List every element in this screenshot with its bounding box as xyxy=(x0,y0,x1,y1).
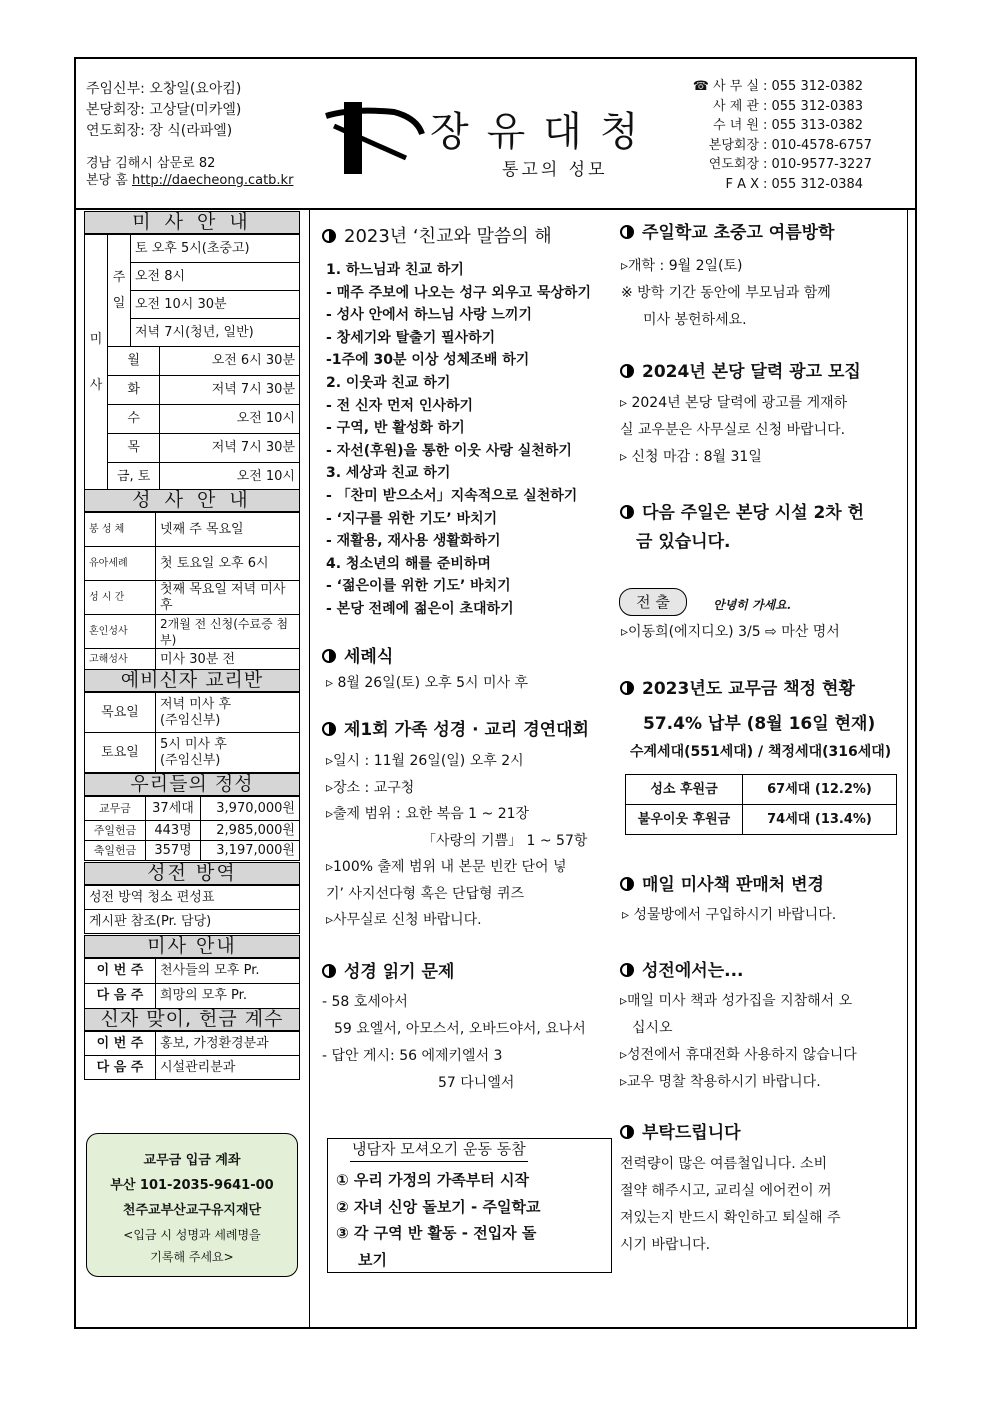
year-item: - 재활용, 재사용 생활화하기 xyxy=(326,533,501,550)
support-table xyxy=(625,774,897,835)
tithe-count: 수계세대(551세대) / 책정세대(316세대) xyxy=(630,744,892,760)
bulletin-subtitle: 통고의 성모 xyxy=(502,160,608,180)
contact-president: 본당회장 : 010-4578-6757 xyxy=(708,137,872,153)
campaign-item: ① 우리 가정의 가족부터 시작 xyxy=(336,1171,529,1189)
contact-office: ☎ 사 무 실 : 055 312-0382 xyxy=(692,79,864,94)
bible-line: - 답안 게시: 56 에제키엘서 3 xyxy=(322,1048,503,1064)
support-value: 67세대 (12.2%) xyxy=(743,775,897,805)
header-address xyxy=(86,155,293,189)
mass-schedule-table: 미 사 주 일 토 오후 5시(초중고) 오전 8시 오전 10시 30분 저녁 7시(청년, 일반) 월 오전 6시 30분 화 저녁 7시 30분 수 오전 10시 목 저녁 7시 30분 금, 토 오전 10시 xyxy=(84,234,300,492)
sacrament-table xyxy=(84,512,300,671)
year-item: 1. 하느님과 친교 하기 xyxy=(326,262,464,278)
campaign-item: 보기 xyxy=(358,1250,387,1269)
mass-duty-group: 희망의 모후 Pr. xyxy=(156,984,300,1009)
sacrament-value: 넷째 주 목요일 xyxy=(156,513,300,547)
weekday-thu: 목 xyxy=(108,434,160,463)
church-line: 십시오 xyxy=(632,1020,673,1036)
summer-line: ▹개학 : 9월 2일(토) xyxy=(621,258,743,274)
sacrament-key: 혼인성사 xyxy=(85,615,156,649)
greeting-group: 홍보, 가정환경분과 xyxy=(156,1032,300,1056)
account-holder: 천주교부산교구유지재단 xyxy=(122,1203,262,1218)
request-line: 절약 해주시고, 교리실 에어컨이 꺼 xyxy=(620,1183,832,1199)
half-circle-icon xyxy=(620,681,634,695)
year-item: 4. 청소년의 해를 준비하며 xyxy=(326,555,491,572)
column-divider-right xyxy=(907,208,908,1329)
half-circle-icon xyxy=(322,649,336,663)
church-lines xyxy=(620,988,905,1096)
cross-logo-icon xyxy=(322,96,432,178)
offering-key: 축일헌금 xyxy=(85,841,146,861)
year-item: - 구역, 반 활성화 하기 xyxy=(326,420,465,437)
request-line: 져있는지 반드시 확인하고 퇴실해 주 xyxy=(620,1210,841,1226)
baptism-title: 세례식 xyxy=(322,645,393,669)
summer-lines xyxy=(621,253,831,334)
half-circle-icon xyxy=(620,877,634,891)
baptism-text: ▹ 8월 26일(토) 오후 5시 미사 후 xyxy=(326,675,528,691)
column-divider-left xyxy=(309,208,310,1329)
request-line: 시기 바랍니다. xyxy=(620,1237,711,1253)
cleaning-line: 게시판 참조(Pr. 담당) xyxy=(85,910,300,934)
contest-line: ▹사무실로 신청 바랍니다. xyxy=(326,912,482,928)
account-box xyxy=(86,1133,298,1277)
parish-president-line: 본당회장: 고상달(미카엘) xyxy=(86,102,242,118)
pastor-line: 주임신부: 오창일(요아킴) xyxy=(86,81,242,97)
account-note: 기록해 주세요> xyxy=(150,1250,234,1264)
sacrament-value: 미사 30분 전 xyxy=(156,649,300,671)
farewell-script: 안녕히 가세요. xyxy=(713,598,791,612)
offering-heading: 우리들의 정성 xyxy=(84,773,300,796)
year-item: - 자선(후원)을 통한 이웃 사랑 실천하기 xyxy=(326,442,572,459)
half-circle-icon xyxy=(322,722,336,736)
sunday-label: 주 일 xyxy=(108,235,131,347)
calendar-line: ▹ 신청 마감 : 8월 31일 xyxy=(620,449,762,465)
bible-line: 59 요엘서, 아모스서, 오바드야서, 요나서 xyxy=(334,1021,586,1037)
sunday-mass-4: 저녁 7시(청년, 일반) xyxy=(131,319,300,347)
church-line: ▹성전에서 휴대전화 사용하지 않습니다 xyxy=(620,1047,857,1063)
cleaning-heading: 성전 방역 xyxy=(84,862,300,885)
home-label: 본당 홈 xyxy=(86,173,128,188)
sunday-mass-1: 토 오후 5시(초중고) xyxy=(131,235,300,263)
sacrament-key: 유아세례 xyxy=(85,547,156,581)
sacrament-value: 2개월 전 신청(수료증 첨부) xyxy=(156,615,300,649)
half-circle-icon xyxy=(322,964,336,978)
offering-table xyxy=(84,796,300,861)
support-key: 불우이웃 후원금 xyxy=(626,805,743,835)
offering-amount: 3,970,000원 xyxy=(201,797,300,821)
contest-line: ▹일시 : 11월 26일(일) 오후 2시 xyxy=(326,753,524,769)
cleaning-table xyxy=(84,885,300,934)
mass-duty-group: 천사들의 모후 Pr. xyxy=(156,959,300,984)
tithe-title: 2023년도 교무금 책정 현황 xyxy=(620,677,855,701)
campaign-item: ③ 각 구역 반 활동 - 전입자 돌 xyxy=(336,1224,537,1242)
missal-line: ▹ 성물방에서 구입하시기 바랍니다. xyxy=(622,907,837,923)
summer-title: 주일학교 초중고 여름방학 xyxy=(620,221,834,245)
half-circle-icon xyxy=(620,1125,634,1139)
catechumen-day: 목요일 xyxy=(85,693,156,733)
contest-line: ▹장소 : 교구청 xyxy=(326,779,415,796)
church-line: ▹교우 명찰 착용하시기 바랍니다. xyxy=(620,1074,821,1090)
half-circle-icon xyxy=(620,505,634,519)
contact-fax: F A X : 055 312-0384 xyxy=(725,176,864,192)
catechumen-table xyxy=(84,692,300,773)
catechumen-time: 저녁 미사 후 (주임신부) xyxy=(156,693,300,733)
catechumen-heading: 예비신자 교리반 xyxy=(84,669,300,692)
contest-lines xyxy=(326,748,616,934)
sacrament-value: 첫 토요일 오후 6시 xyxy=(156,547,300,581)
tithe-rate: 57.4% 납부 (8월 16일 현재) xyxy=(643,714,876,734)
calendar-line: ▹ 2024년 본당 달력에 광고를 게재하 xyxy=(620,395,848,411)
year-item: 3. 세상과 친교 하기 xyxy=(326,465,451,482)
year-item: - 매주 주보에 나오는 성구 외우고 묵상하기 xyxy=(326,284,591,301)
campaign-items xyxy=(336,1167,606,1273)
greeting-week: 다 음 주 xyxy=(85,1056,156,1080)
yeondo-president-line: 연도회장: 장 식(라파엘) xyxy=(86,123,233,139)
greeting-group: 시설관리분과 xyxy=(156,1056,300,1080)
transfer-badge: 전 출 xyxy=(619,588,687,616)
address-text: 경남 김해시 삼문로 82 xyxy=(86,156,216,171)
sunday-mass-3: 오전 10시 30분 xyxy=(131,291,300,319)
weekday-frisat: 금, 토 xyxy=(108,463,160,492)
support-value: 74세대 (13.4%) xyxy=(743,805,897,835)
bible-lines xyxy=(322,989,586,1097)
header-divider xyxy=(74,208,917,210)
church-line: ▹매일 미사 책과 성가집을 지참해서 오 xyxy=(620,993,853,1009)
mass-duty-week: 이 번 주 xyxy=(85,959,156,984)
sacrament-key: 봉 성 체 xyxy=(85,513,156,547)
weekday-tue: 화 xyxy=(108,376,160,405)
header-officers xyxy=(86,79,241,142)
mass-duty-heading: 미사 안내 xyxy=(84,935,300,958)
year-item: - 「찬미 받으소서」지속적으로 실천하기 xyxy=(326,487,578,504)
year-item: 2. 이웃과 친교 하기 xyxy=(326,374,451,391)
offering-count: 443명 xyxy=(146,821,201,841)
calendar-lines xyxy=(620,390,847,471)
half-circle-icon xyxy=(322,229,336,243)
offering-amount: 2,985,000원 xyxy=(201,821,300,841)
sunday-mass-2: 오전 8시 xyxy=(131,263,300,291)
account-note: <입금 시 성명과 세례명을 xyxy=(123,1228,261,1242)
year-item: - 창세기와 탈출기 필사하기 xyxy=(326,329,496,346)
greeting-week: 이 번 주 xyxy=(85,1032,156,1056)
contact-convent: 수 녀 원 : 055 313-0382 xyxy=(713,118,864,133)
offering-amount: 3,197,000원 xyxy=(201,841,300,861)
sacrament-heading: 성 사 안 내 xyxy=(84,489,300,512)
year-item: - ‘젊은이를 위한 기도’ 바치기 xyxy=(326,578,511,595)
account-title: 교무금 입금 계좌 xyxy=(143,1153,241,1168)
bible-line: - 58 호세아서 xyxy=(322,994,408,1010)
half-circle-icon xyxy=(620,364,634,378)
campaign-item: ② 자녀 신앙 돌보기 - 주일학교 xyxy=(336,1197,541,1216)
campaign-box xyxy=(327,1138,612,1273)
missal-title: 매일 미사책 판매처 변경 xyxy=(620,873,824,897)
catechumen-day: 토요일 xyxy=(85,733,156,773)
church-title: 성전에서는... xyxy=(620,959,743,983)
bible-line: 57 다니엘서 xyxy=(438,1075,515,1091)
half-circle-icon xyxy=(620,963,634,977)
home-link[interactable]: http://daecheong.catb.kr xyxy=(131,173,294,188)
summer-line: 미사 봉헌하세요. xyxy=(643,312,747,328)
sacrament-value: 첫째 목요일 저녁 미사 후 xyxy=(156,581,300,615)
calendar-line: 실 교우분은 사무실로 신청 바랍니다. xyxy=(620,422,846,438)
sacrament-key: 고해성사 xyxy=(85,649,156,671)
second-collection-notice: 다음 주일은 본당 시설 2차 헌 금 있습니다. xyxy=(620,499,864,557)
mass-duty-week: 다 음 주 xyxy=(85,984,156,1009)
campaign-title: 냉담자 모셔오기 운동 동참 xyxy=(350,1137,528,1162)
mass-rowlabel: 미 사 xyxy=(85,235,108,492)
weekday-wed: 수 xyxy=(108,405,160,434)
contest-line: 「사랑의 기쁨」 1 ~ 57항 xyxy=(422,832,588,849)
sacrament-key: 성 시 간 xyxy=(85,581,156,615)
request-title: 부탁드립니다 xyxy=(620,1121,741,1145)
year-section-title: 2023년 ‘친교와 말씀의 해 xyxy=(322,225,552,249)
contest-line: ▹100% 출제 범위 내 본문 빈칸 단어 넣 xyxy=(326,859,567,875)
contact-list xyxy=(655,77,872,194)
greeting-heading: 신자 맞이, 헌금 계수 xyxy=(84,1008,300,1031)
offering-count: 37세대 xyxy=(146,797,201,821)
calendar-title: 2024년 본당 달력 광고 모집 xyxy=(620,360,861,384)
year-items xyxy=(326,259,591,621)
offering-key: 교무금 xyxy=(85,797,146,821)
year-item: - 본당 전례에 젊은이 초대하기 xyxy=(326,600,514,617)
contact-yeondo: 연도회장 : 010-9577-3227 xyxy=(708,157,872,172)
mass-schedule-heading: 미 사 안 내 xyxy=(84,211,300,234)
contest-title: 제1회 가족 성경 · 교리 경연대회 xyxy=(322,718,589,742)
offering-key: 주일헌금 xyxy=(85,821,146,841)
bulletin-title: 장유대청 xyxy=(430,109,657,155)
year-item: - 전 신자 먼저 인사하기 xyxy=(326,397,474,414)
summer-line: ※ 방학 기간 동안에 부모님과 함께 xyxy=(621,285,831,301)
support-key: 성소 후원금 xyxy=(626,775,743,805)
request-lines xyxy=(620,1151,905,1259)
bible-title: 성경 읽기 문제 xyxy=(322,960,454,984)
greeting-table xyxy=(84,1031,300,1080)
contact-rectory: 사 제 관 : 055 312-0383 xyxy=(713,98,864,114)
year-item: -1주에 30분 이상 성체조배 하기 xyxy=(326,352,530,369)
offering-count: 357명 xyxy=(146,841,201,861)
catechumen-time: 5시 미사 후 (주임신부) xyxy=(156,733,300,773)
contest-line: 기’ 사지선다형 혹은 단답형 퀴즈 xyxy=(326,885,525,902)
transfer-line: ▹이동희(에지디오) 3/5 ⇨ 마산 명서 xyxy=(621,624,840,640)
half-circle-icon xyxy=(620,225,634,239)
request-line: 전력량이 많은 여름철입니다. 소비 xyxy=(620,1156,828,1172)
contest-line: ▹출제 범위 : 요한 복음 1 ~ 21장 xyxy=(326,806,530,822)
account-number: 부산 101-2035-9641-00 xyxy=(110,1178,274,1193)
mass-duty-table xyxy=(84,958,300,1009)
cleaning-line: 성전 방역 청소 편성표 xyxy=(85,886,300,910)
year-item: - ‘지구를 위한 기도’ 바치기 xyxy=(326,510,498,527)
year-item: - 성사 안에서 하느님 사랑 느끼기 xyxy=(326,307,532,324)
weekday-mon: 월 xyxy=(108,347,160,376)
